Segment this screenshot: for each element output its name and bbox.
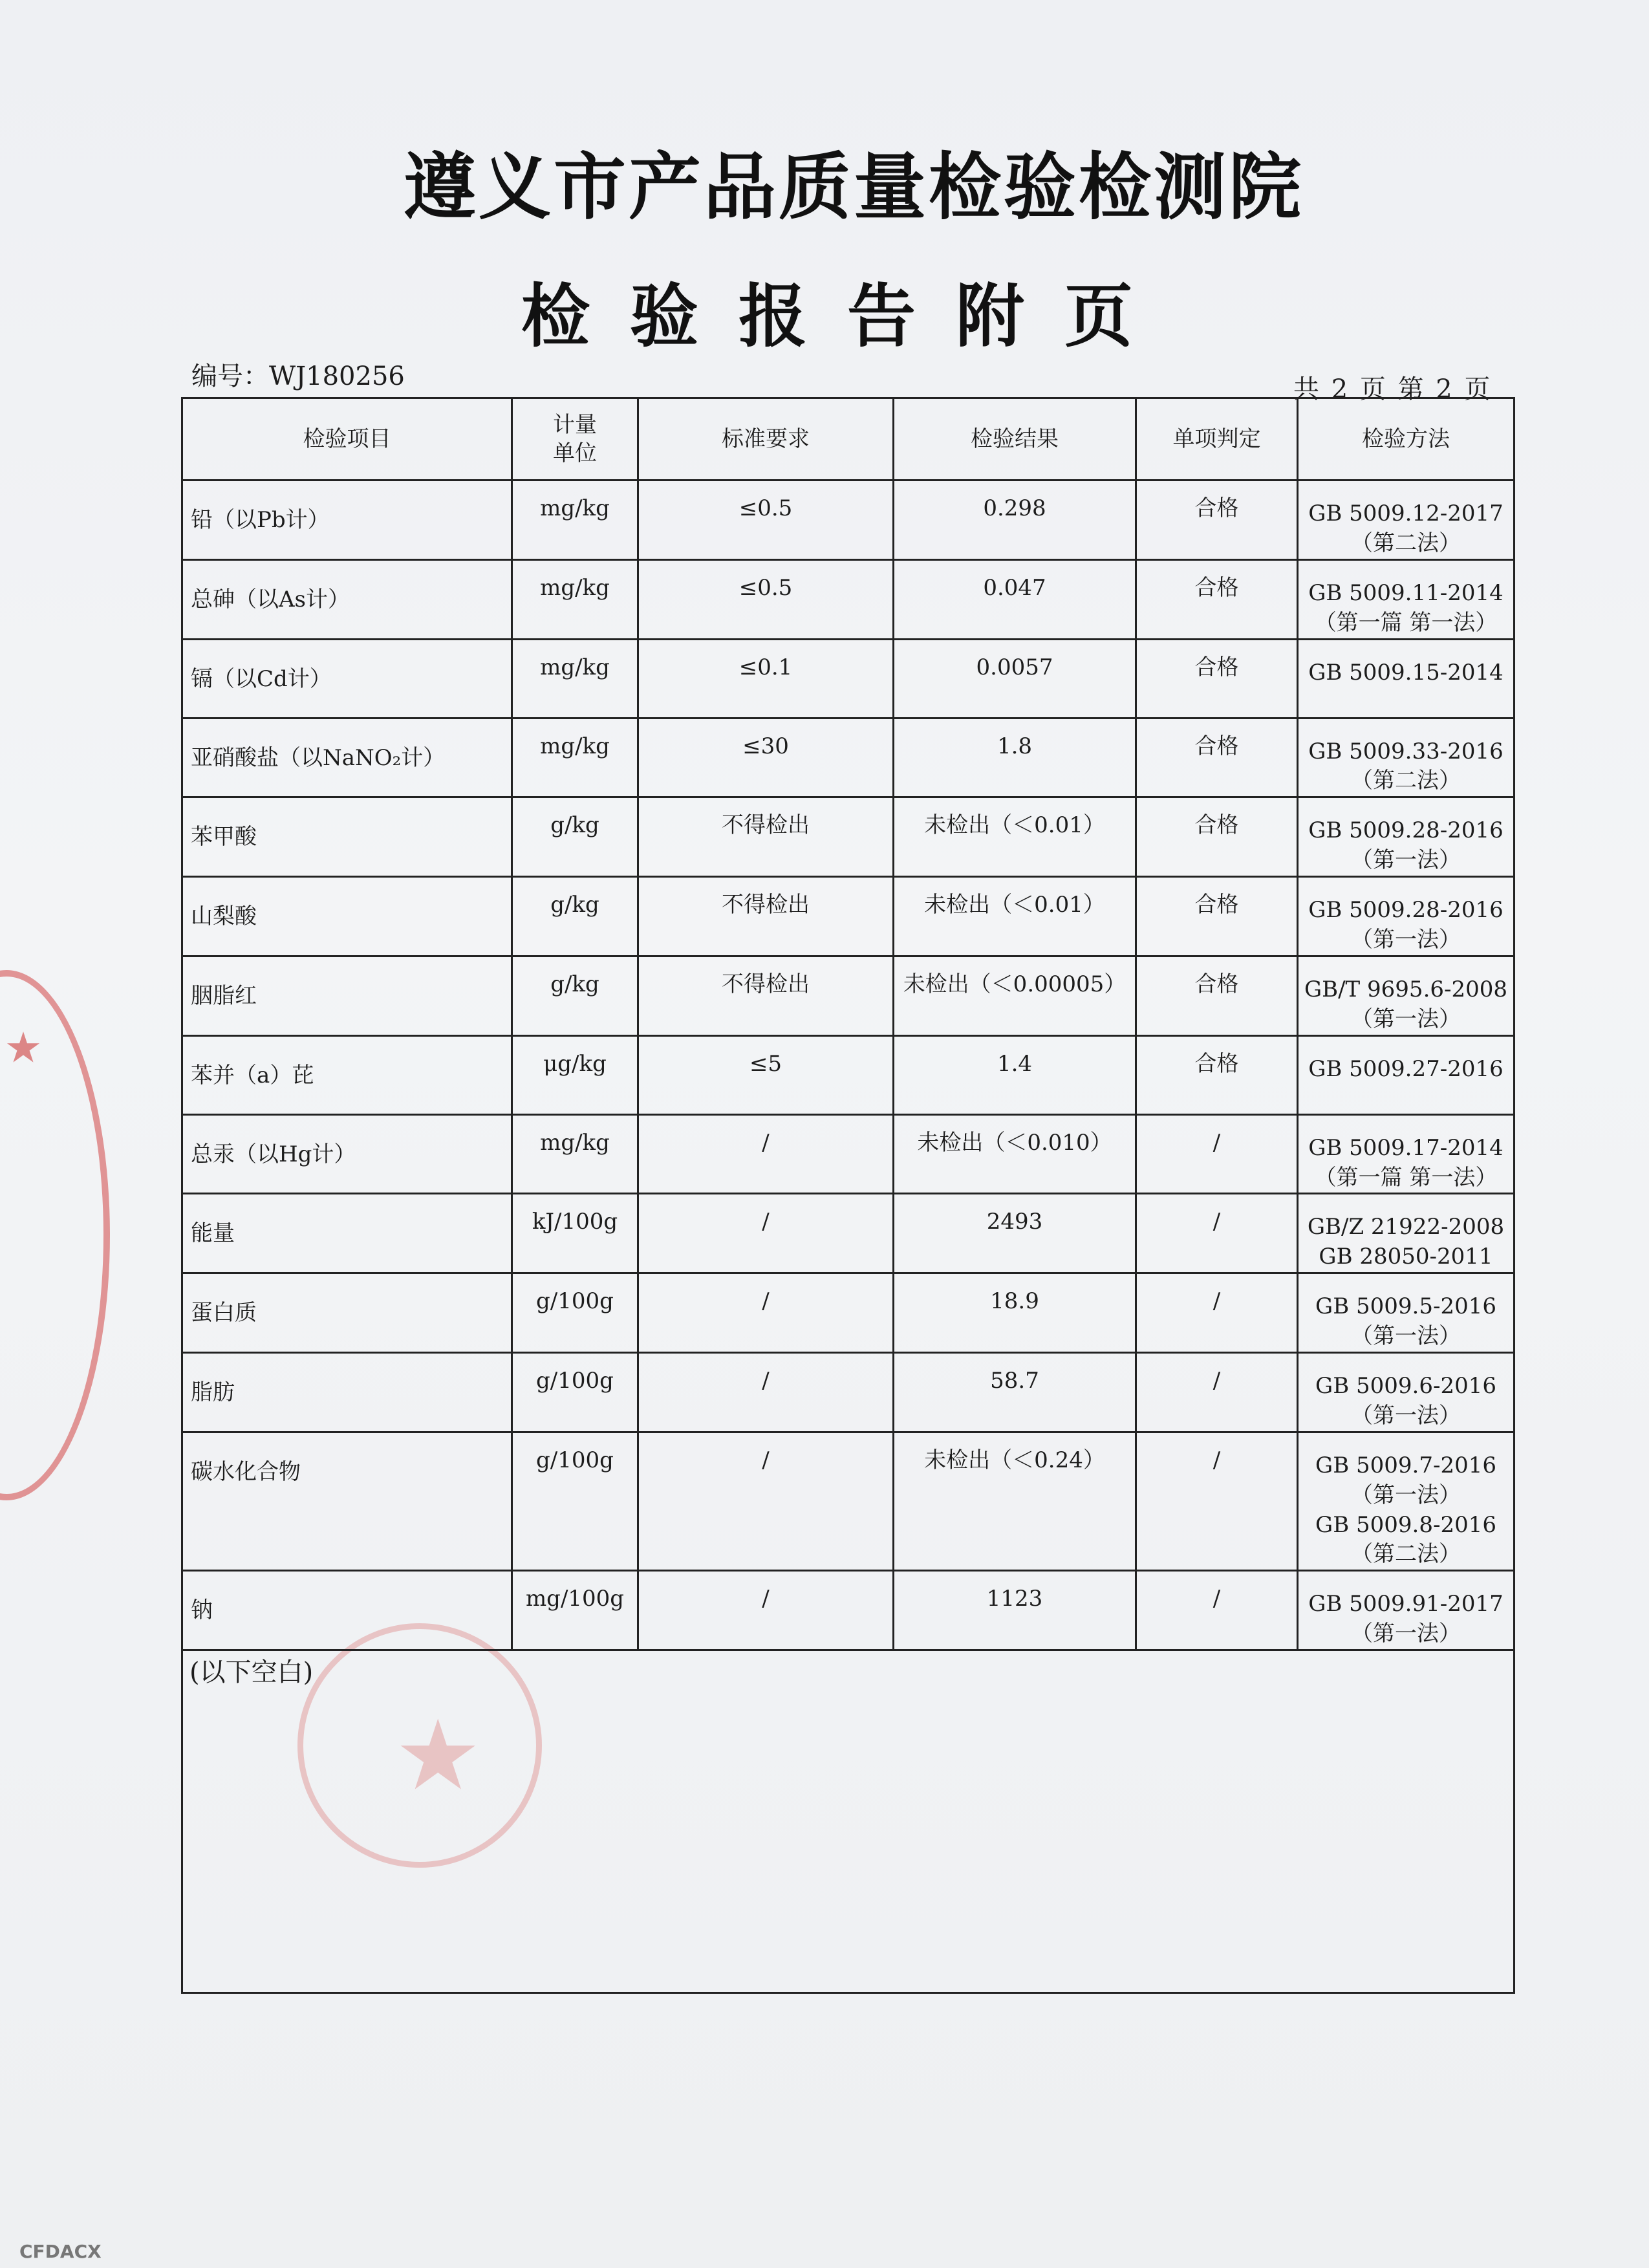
cell-result: 未检出（＜0.01） [894,797,1136,877]
cell-item: 碳水化合物 [182,1432,512,1571]
table-row [182,1273,1514,1353]
cell-item: 山梨酸 [182,877,512,956]
cell-judgement: / [1136,1571,1298,1650]
cell-standard: ≤0.5 [638,481,894,560]
cell-item: 胭脂红 [182,956,512,1035]
cell-result: 58.7 [894,1353,1136,1432]
cell-method: GB 5009.12-2017 （第二法） [1298,481,1514,560]
cell-standard: 不得检出 [638,956,894,1035]
cell-method: GB 5009.15-2014 [1298,639,1514,718]
table-row [182,797,1514,877]
cell-judgement: 合格 [1136,718,1298,797]
cell-judgement: / [1136,1353,1298,1432]
cell-item: 蛋白质 [182,1273,512,1353]
cell-item: 镉（以Cd计） [182,639,512,718]
table-row [182,1114,1514,1194]
cell-method: GB 5009.28-2016 （第一法） [1298,797,1514,877]
cell-method: GB 5009.91-2017 （第一法） [1298,1571,1514,1650]
cell-method: GB 5009.33-2016 （第二法） [1298,718,1514,797]
cell-judgement: / [1136,1114,1298,1194]
cell-result: 未检出（＜0.010） [894,1114,1136,1194]
cell-method: GB 5009.6-2016 （第一法） [1298,1353,1514,1432]
cell-unit: mg/100g [512,1571,638,1650]
cell-unit: mg/kg [512,718,638,797]
table-header-row [182,398,1514,481]
cell-method: GB 5009.27-2016 [1298,1035,1514,1114]
cell-result: 1.4 [894,1035,1136,1114]
cell-judgement: 合格 [1136,559,1298,639]
cell-method: GB 5009.28-2016 （第一法） [1298,877,1514,956]
seal-star-icon: ★ [394,1700,482,1812]
cell-judgement: / [1136,1432,1298,1571]
cell-result: 2493 [894,1194,1136,1273]
table-row [182,1194,1514,1273]
cell-judgement: 合格 [1136,639,1298,718]
cell-standard: ≤5 [638,1035,894,1114]
cell-judgement: 合格 [1136,877,1298,956]
cell-method: GB/Z 21922-2008 GB 28050-2011 [1298,1194,1514,1273]
header-cell: 标准要求 [638,398,894,481]
cell-standard: 不得检出 [638,877,894,956]
cell-item: 苯并（a）芘 [182,1035,512,1114]
cell-result: 未检出（＜0.00005） [894,956,1136,1035]
cell-unit: mg/kg [512,639,638,718]
cell-standard: / [638,1273,894,1353]
page-indicator: 共 2 页 第 2 页 [1293,374,1493,404]
table-row [182,1035,1514,1114]
document-title: 检验报告附页 [521,277,1173,356]
cell-judgement: 合格 [1136,481,1298,560]
cell-method: GB 5009.17-2014 （第一篇 第一法） [1298,1114,1514,1194]
official-seal-left-mark: ★ [6,1026,40,1070]
cell-item: 钠 [182,1571,512,1650]
cell-standard: / [638,1194,894,1273]
cell-standard: / [638,1353,894,1432]
cell-standard: / [638,1114,894,1194]
cell-item: 亚硝酸盐（以NaNO₂计） [182,718,512,797]
cell-unit: g/100g [512,1273,638,1353]
table-row [182,1353,1514,1432]
blank-row [182,1650,1514,1993]
cell-unit: kJ/100g [512,1194,638,1273]
cell-item: 脂肪 [182,1353,512,1432]
header-cell: 检验项目 [182,398,512,481]
cell-result: 未检出（＜0.24） [894,1432,1136,1571]
cell-standard: ≤30 [638,718,894,797]
header-cell: 单项判定 [1136,398,1298,481]
cell-result: 0.298 [894,481,1136,560]
table-row [182,956,1514,1035]
cell-standard: ≤0.5 [638,559,894,639]
cell-item: 能量 [182,1194,512,1273]
cell-standard: / [638,1432,894,1571]
cell-standard: 不得检出 [638,797,894,877]
cell-unit: g/100g [512,1432,638,1571]
cell-unit: mg/kg [512,1114,638,1194]
table-row [182,718,1514,797]
table-row [182,559,1514,639]
cell-method: GB 5009.5-2016 （第一法） [1298,1273,1514,1353]
cell-result: 1123 [894,1571,1136,1650]
cell-method: GB/T 9695.6-2008 （第一法） [1298,956,1514,1035]
cell-result: 18.9 [894,1273,1136,1353]
cell-item: 总砷（以As计） [182,559,512,639]
blank-note: (以下空白) [182,1650,1514,1993]
cell-method: GB 5009.11-2014 （第一篇 第一法） [1298,559,1514,639]
header-cell: 检验方法 [1298,398,1514,481]
organization-title: 遵义市产品质量检验检测院 [404,146,1304,230]
cell-unit: g/kg [512,956,638,1035]
report-number: 编号：WJ180256 [191,362,405,391]
inspection-results-table [181,397,1515,1994]
cell-method: GB 5009.7-2016 （第一法） GB 5009.8-2016 （第二法） [1298,1432,1514,1571]
cell-judgement: 合格 [1136,1035,1298,1114]
cell-result: 1.8 [894,718,1136,797]
footer-watermark: CFDACX [19,2241,102,2262]
cell-unit: mg/kg [512,481,638,560]
cell-judgement: / [1136,1273,1298,1353]
table-row [182,877,1514,956]
cell-result: 0.0057 [894,639,1136,718]
header-cell: 计量 单位 [512,398,638,481]
header-cell: 检验结果 [894,398,1136,481]
cell-item: 铅（以Pb计） [182,481,512,560]
cell-unit: g/kg [512,877,638,956]
cell-judgement: 合格 [1136,797,1298,877]
table-row [182,1432,1514,1571]
cell-unit: g/100g [512,1353,638,1432]
table-row [182,1571,1514,1650]
cell-judgement: 合格 [1136,956,1298,1035]
cell-result: 未检出（＜0.01） [894,877,1136,956]
cell-unit: mg/kg [512,559,638,639]
table-row [182,481,1514,560]
cell-standard: / [638,1571,894,1650]
cell-item: 苯甲酸 [182,797,512,877]
cell-judgement: / [1136,1194,1298,1273]
cell-standard: ≤0.1 [638,639,894,718]
table-row [182,639,1514,718]
cell-result: 0.047 [894,559,1136,639]
cell-item: 总汞（以Hg计） [182,1114,512,1194]
cell-unit: μg/kg [512,1035,638,1114]
cell-unit: g/kg [512,797,638,877]
